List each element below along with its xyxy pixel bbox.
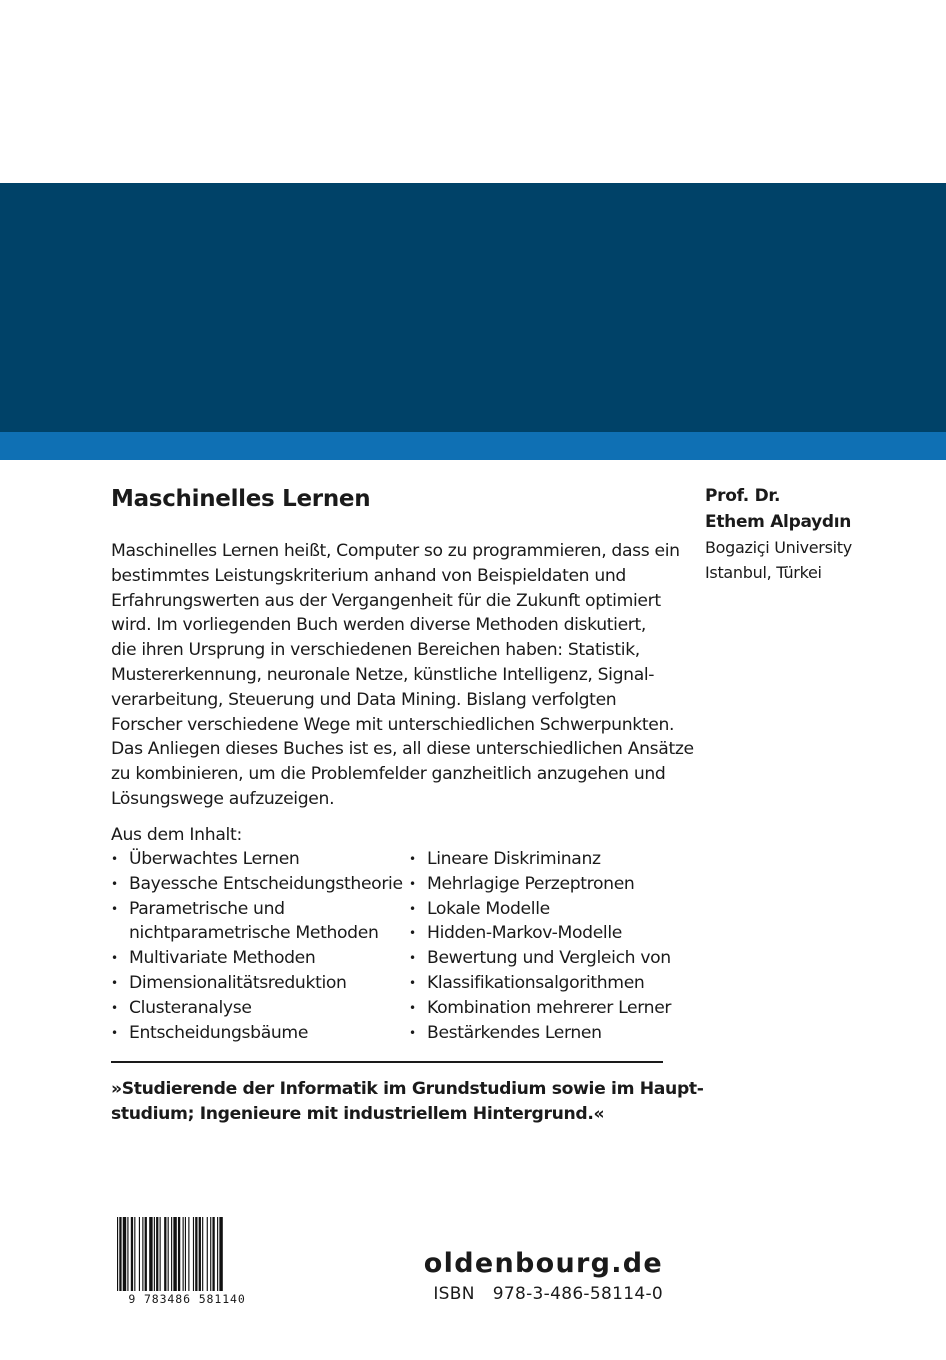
book-description bbox=[111, 539, 694, 812]
isbn-number: 978-3-486-58114-0 bbox=[492, 1284, 663, 1304]
list-item: • Clusteranalyse bbox=[111, 996, 401, 1021]
description-line: Forscher verschiedene Wege mit unterschiedlichen Schwerpunkten. bbox=[111, 714, 675, 735]
isbn-line bbox=[433, 1283, 663, 1305]
top-blue-stripe bbox=[0, 432, 946, 460]
list-item: • Klassifikationsalgorithmen bbox=[409, 971, 679, 996]
audience-line: »Studierende der Informatik im Grundstudium sowie im Haupt- bbox=[111, 1079, 704, 1099]
list-item: • Mehrlagige Perzeptronen bbox=[409, 872, 679, 897]
contents-list-right bbox=[409, 847, 679, 1045]
barcode-bars-icon bbox=[111, 1217, 263, 1301]
author-block bbox=[705, 483, 925, 585]
audience-line: studium; Ingenieure mit industriellem Hintergrund.« bbox=[111, 1104, 605, 1124]
contents-heading: Aus dem Inhalt: bbox=[111, 825, 242, 845]
list-item: • Dimensionalitätsreduktion bbox=[111, 971, 401, 996]
description-line: verarbeitung, Steuerung und Data Mining. Bislang verfolgten bbox=[111, 689, 617, 710]
target-audience-quote bbox=[111, 1077, 704, 1127]
description-line: Erfahrungswerten aus der Vergangenheit für die Zukunft optimiert bbox=[111, 590, 661, 611]
description-line: Maschinelles Lernen heißt, Computer so zu programmieren, dass ein bbox=[111, 541, 680, 561]
author-name: Ethem Alpaydın bbox=[705, 512, 852, 532]
isbn-label: ISBN bbox=[433, 1284, 475, 1304]
description-line: Das Anliegen dieses Buches ist es, all diese unterschiedlichen Ansätze bbox=[111, 739, 694, 760]
list-item: • Bewertung und Vergleich von bbox=[409, 946, 679, 971]
description-line: die ihren Ursprung in verschiedenen Bereichen haben: Statistik, bbox=[111, 640, 640, 661]
description-line: Lösungswege aufzuzeigen. bbox=[111, 788, 335, 809]
list-item-continuation: nichtparametrische Methoden bbox=[129, 923, 379, 944]
barcode-digits: 9 783486 581140 bbox=[111, 1291, 263, 1307]
top-dark-band bbox=[0, 183, 946, 432]
contents-list-left bbox=[111, 847, 401, 1045]
list-item: • Multivariate Methoden bbox=[111, 946, 401, 971]
barcode bbox=[111, 1217, 263, 1307]
list-item: • Entscheidungsbäume bbox=[111, 1021, 401, 1046]
book-title: Maschinelles Lernen bbox=[111, 486, 371, 512]
list-item: • Parametrische und bbox=[111, 897, 401, 922]
list-item: • Überwachtes Lernen bbox=[111, 847, 401, 872]
list-item: • Lineare Diskriminanz bbox=[409, 847, 679, 872]
author-affiliation: Bogaziçi University bbox=[705, 538, 852, 557]
description-line: Mustererkennung, neuronale Netze, künstliche Intelligenz, Signal- bbox=[111, 664, 655, 685]
description-line: wird. Im vorliegenden Buch werden diverse Methoden diskutiert, bbox=[111, 615, 647, 636]
list-item: • Bestärkendes Lernen bbox=[409, 1021, 679, 1046]
list-item: • Lokale Modelle bbox=[409, 897, 679, 922]
publisher-url: oldenbourg.de bbox=[423, 1248, 663, 1279]
author-location: Istanbul, Türkei bbox=[705, 563, 822, 582]
list-item: • Hidden-Markov-Modelle bbox=[409, 921, 679, 946]
list-item: • Kombination mehrerer Lerner bbox=[409, 996, 679, 1021]
divider-rule bbox=[111, 1061, 663, 1063]
description-line: bestimmtes Leistungskriterium anhand von Beispieldaten und bbox=[111, 565, 626, 586]
author-title: Prof. Dr. bbox=[705, 486, 781, 506]
list-item: • Bayessche Entscheidungstheorie bbox=[111, 872, 401, 897]
description-line: zu kombinieren, um die Problemfelder ganzheitlich anzugehen und bbox=[111, 764, 666, 785]
